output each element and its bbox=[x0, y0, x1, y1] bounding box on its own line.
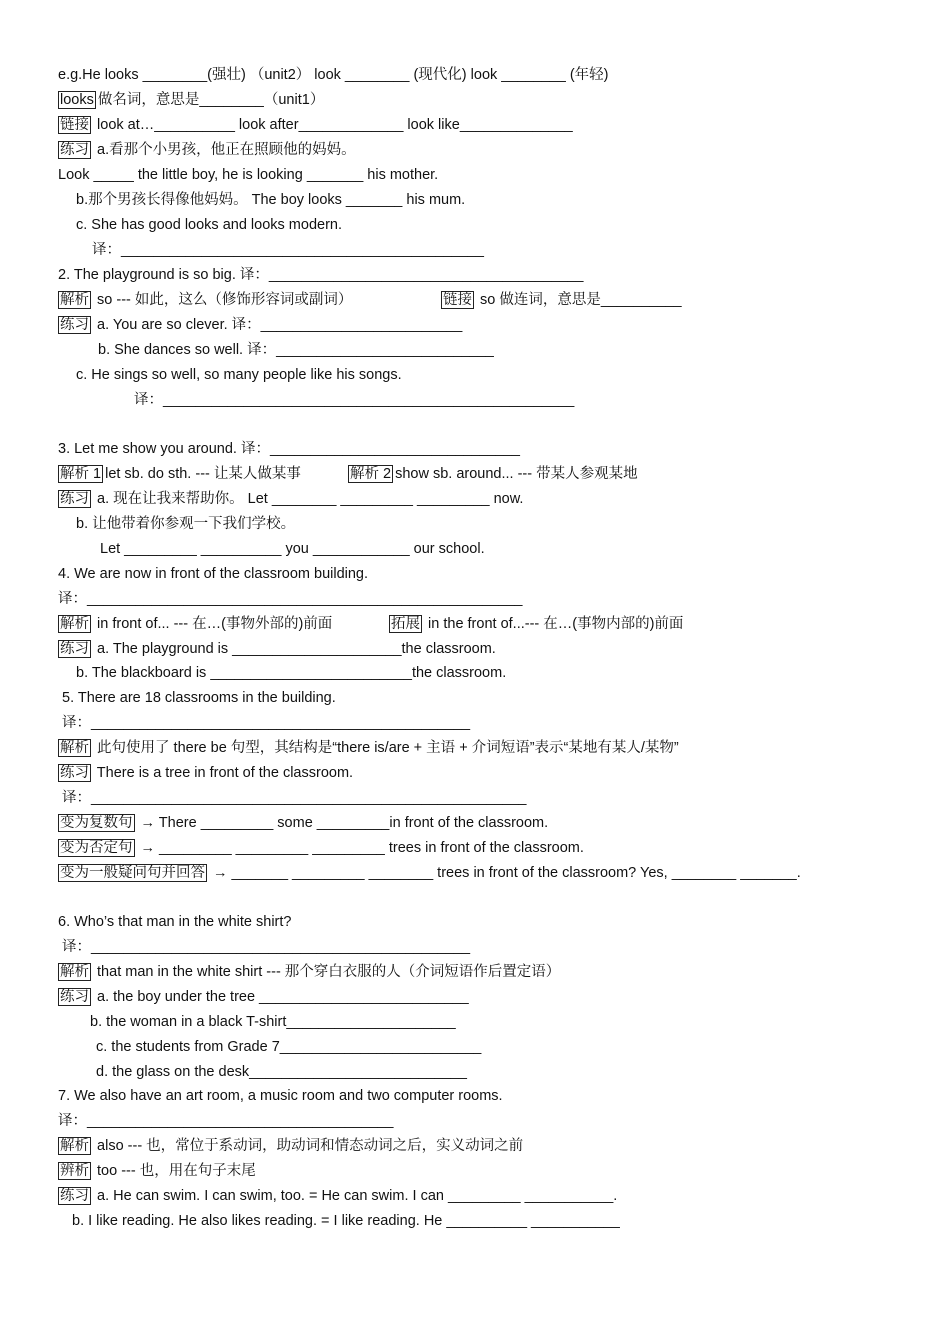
analysis-note: 解析 2 show sb. around... --- 带某人参观某地 bbox=[350, 466, 638, 482]
sentence-line: b. I like reading. He also likes reading. = I like reading. He __________ ___________ bbox=[72, 1213, 620, 1229]
translation-line: 译：_______________________________________________ bbox=[62, 939, 471, 955]
translation-line: 译：______________________________________________________ bbox=[58, 591, 523, 607]
looks-noun-line: looks 做名词，意思是________（unit1） bbox=[60, 92, 325, 108]
sentence-line: b. the woman in a black T-shirt_____________________ bbox=[90, 1014, 456, 1030]
sentence-line: Look _____ the little boy, he is looking _______ his mother. bbox=[58, 167, 439, 183]
analysis-line: 解析 in front of... --- 在…(事物外部的)前面 bbox=[60, 616, 333, 632]
tag-box: 练习 bbox=[60, 1188, 89, 1204]
example-line: e.g.He looks ________(强壮) （unit2） look ________ (现代化) look ________ (年轻) bbox=[58, 67, 609, 83]
practice-line: 练习 a. He can swim. I can swim, too. = He can swim. I can _________ ___________. bbox=[60, 1188, 618, 1204]
tag-box: 练习 bbox=[60, 765, 89, 781]
tag-box: 解析 bbox=[60, 964, 89, 980]
question-3: 3. Let me show you around. 译：_______________________________ bbox=[58, 441, 520, 457]
question-4: 4. We are now in front of the classroom building. bbox=[58, 566, 369, 582]
translation-line: 译：______________________________________ bbox=[58, 1113, 394, 1129]
analysis-line: 解析 1 let sb. do sth. --- 让某人做某事 bbox=[60, 466, 301, 482]
tag-box: 练习 bbox=[60, 989, 89, 1005]
sentence-line: d. the glass on the desk___________________________ bbox=[96, 1064, 467, 1080]
tag-box: 变为复数句 bbox=[60, 815, 133, 831]
analysis-line: 解析 此句使用了 there be 句型，其结构是“there is/are + 主语 + 介词短语”表示“某地有某人/某物” bbox=[60, 740, 679, 756]
sentence-line: c. He sings so well, so many people like his songs. bbox=[76, 367, 402, 383]
practice-line: 练习 a. the boy under the tree __________________________ bbox=[60, 989, 469, 1005]
link-line: 链接 look at…__________ look after_____________ look like______________ bbox=[60, 117, 573, 133]
tag-box: looks bbox=[60, 92, 94, 108]
tag-box: 变为否定句 bbox=[60, 840, 133, 856]
translation-line: 译：___________________________________________________ bbox=[134, 392, 575, 408]
tag-box: 解析 bbox=[60, 616, 89, 632]
question-6: 6. Who’s that man in the white shirt? bbox=[58, 914, 292, 930]
question-7: 7. We also have an art room, a music room and two computer rooms. bbox=[58, 1088, 503, 1104]
tag-box: 辨析 bbox=[60, 1163, 89, 1179]
question-5: 5. There are 18 classrooms in the building. bbox=[62, 690, 336, 706]
sentence-line: c. the students from Grade 7_________________________ bbox=[96, 1039, 482, 1055]
question-2: 2. The playground is so big. 译：_______________________________________ bbox=[58, 267, 584, 283]
tag-box: 解析 bbox=[60, 292, 89, 308]
sentence-line: b. 让他带着你参观一下我们学校。 bbox=[76, 516, 296, 532]
translation-line: 译：______________________________________________________ bbox=[62, 790, 527, 806]
extension-note: 拓展 in the front of...--- 在…(事物内部的)前面 bbox=[391, 616, 684, 632]
tag-box: 解析 bbox=[60, 1138, 89, 1154]
tag-box: 变为一般疑问句并回答 bbox=[60, 865, 205, 881]
link-note: 链接 so 做连词，意思是__________ bbox=[443, 292, 682, 308]
sentence-line: c. She has good looks and looks modern. bbox=[76, 217, 342, 233]
transform-plural-line: 变为复数句 → There _________ some _________in front of the classroom. bbox=[60, 815, 549, 831]
sentence-line: b.那个男孩长得像他妈妈。 The boy looks _______ his mum. bbox=[76, 192, 466, 208]
tag-box: 解析 2 bbox=[350, 466, 392, 482]
tag-box: 解析 1 bbox=[60, 466, 102, 482]
practice-line: 练习 a. 现在让我来帮助你。 Let ________ _________ _________ now. bbox=[60, 491, 524, 507]
practice-line: 练习 a. The playground is _____________________the classroom. bbox=[60, 641, 496, 657]
practice-line: 练习 a.看那个小男孩，他正在照顾他的妈妈。 bbox=[60, 142, 356, 158]
practice-line: 练习 There is a tree in front of the classroom. bbox=[60, 765, 354, 781]
tag-box: 练习 bbox=[60, 641, 89, 657]
sentence-line: b. The blackboard is _________________________the classroom. bbox=[76, 665, 507, 681]
tag-box: 练习 bbox=[60, 317, 89, 333]
tag-box: 拓展 bbox=[391, 616, 420, 632]
sentence-line: b. She dances so well. 译：___________________________ bbox=[98, 342, 494, 358]
analysis-line: 解析 so --- 如此，这么（修饰形容词或副词） bbox=[60, 292, 353, 308]
tag-box: 解析 bbox=[60, 740, 89, 756]
tag-box: 练习 bbox=[60, 491, 89, 507]
tag-box: 链接 bbox=[443, 292, 472, 308]
transform-negative-line: 变为否定句 → _________ _________ _________ trees in front of the classroom. bbox=[60, 840, 584, 856]
translation-line: 译：_______________________________________________ bbox=[62, 715, 471, 731]
sentence-line: Let _________ __________ you ____________ our school. bbox=[100, 541, 485, 557]
tag-box: 链接 bbox=[60, 117, 89, 133]
analysis-line: 解析 also --- 也，常位于系动词，助动词和情态动词之后，实义动词之前 bbox=[60, 1138, 524, 1154]
tag-box: 练习 bbox=[60, 142, 89, 158]
practice-line: 练习 a. You are so clever. 译：_________________________ bbox=[60, 317, 463, 333]
analysis-line: 解析 that man in the white shirt --- 那个穿白衣服的人（介词短语作后置定语） bbox=[60, 964, 561, 980]
distinguish-line: 辨析 too --- 也，用在句子末尾 bbox=[60, 1163, 256, 1179]
translation-line: 译：_____________________________________________ bbox=[92, 242, 484, 258]
transform-question-line: 变为一般疑问句并回答 → _______ _________ ________ trees in front of the classroom? Yes, ________ _______. bbox=[60, 865, 801, 881]
